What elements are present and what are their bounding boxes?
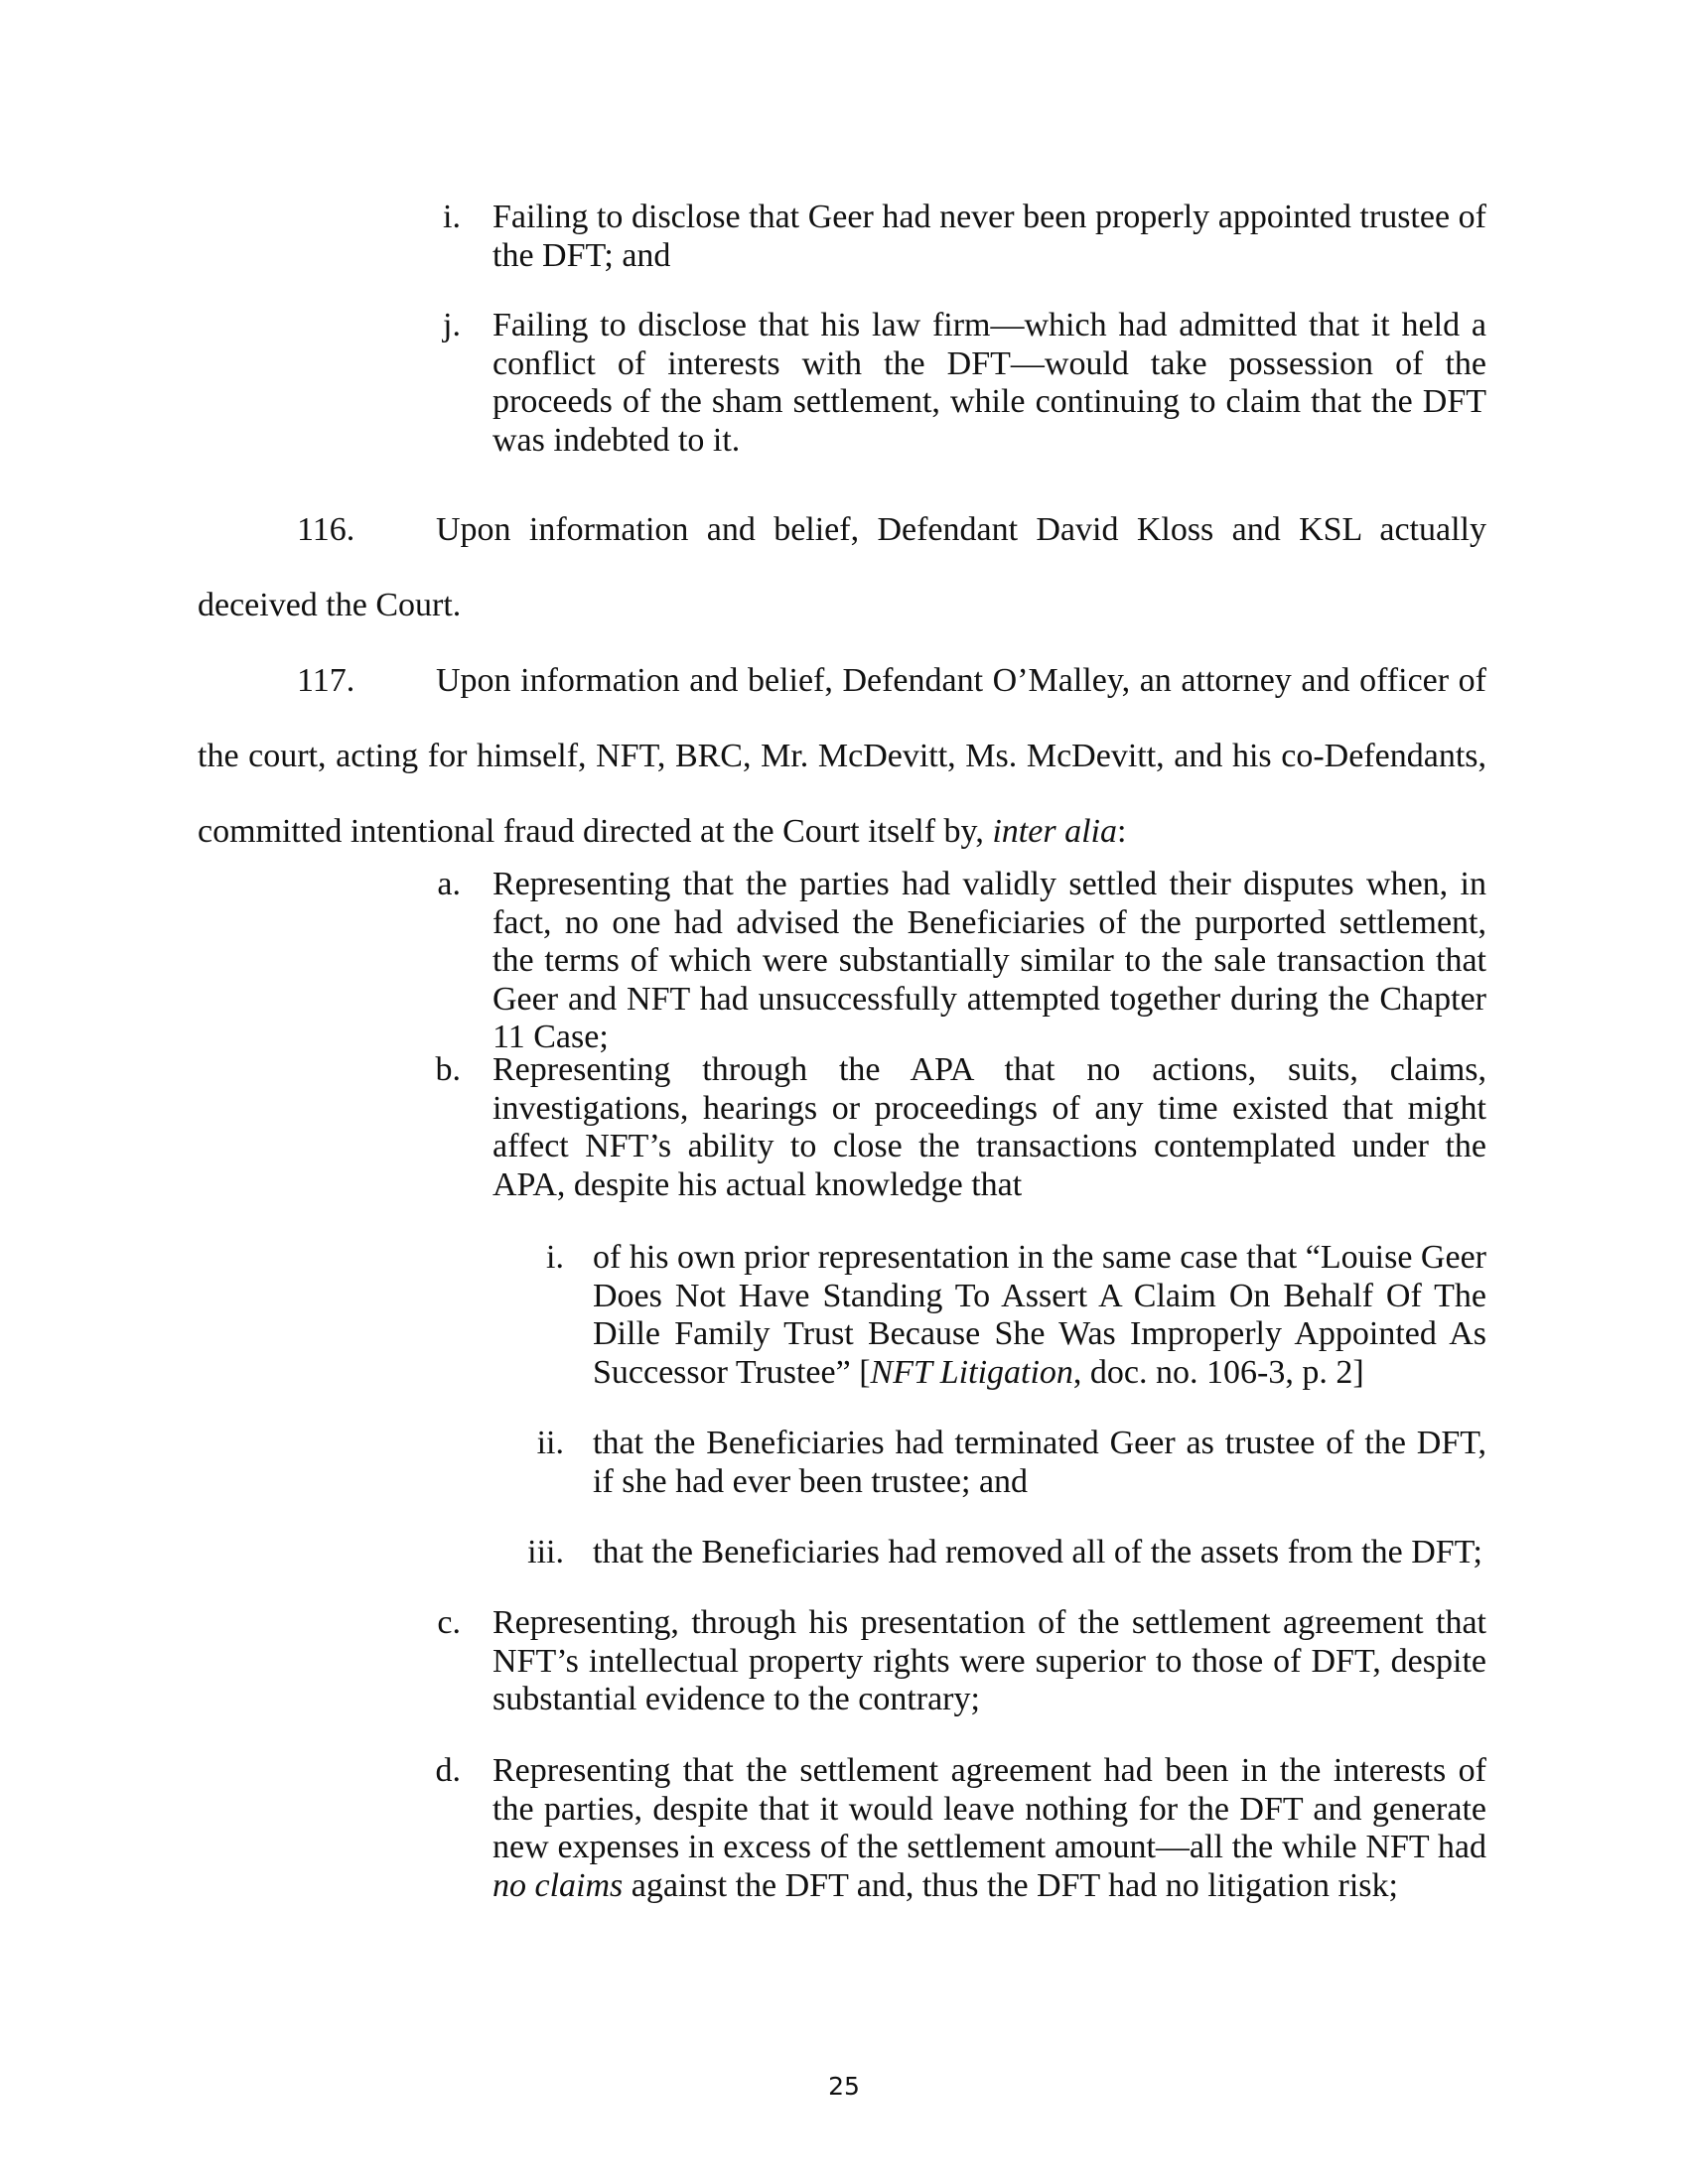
list-item-text: Representing, through his presentation of the settlement agreement that NFT’s intellectual property rights were superior to those of DFT, despite substantial evidence to the contrary;: [492, 1604, 1486, 1717]
list-marker: ii.: [536, 1425, 564, 1461]
case-name-italic: NFT Litigation: [870, 1353, 1073, 1391]
numbered-paragraph: [198, 643, 1486, 870]
list-item-text: Representing through the APA that no actions, suits, claims, investigations, hearings or proceedings of any time existed that might affect NFT’s ability to close the transactions contemplated under the APA, despite his actual knowledge that: [492, 1051, 1486, 1203]
list-item: [492, 307, 1486, 460]
list-item: [593, 1239, 1486, 1392]
list-item-text: Representing that the settlement agreement had been in the interests of the parties, despite that it would leave nothing for the DFT and generate new expenses in excess of the settlement amount—all the while NFT had no claims against the DFT and, thus the DFT had no litigation risk;: [492, 1752, 1486, 1904]
list-marker: b.: [435, 1051, 461, 1088]
list-item: [593, 1425, 1486, 1501]
list-marker: i.: [546, 1239, 564, 1276]
list-marker: d.: [435, 1752, 461, 1789]
paragraph-text-end: :: [1116, 813, 1127, 850]
emphasis-italic: no claims: [492, 1866, 624, 1904]
paragraph-number: 117.: [297, 662, 355, 699]
page-number: 25: [828, 2072, 860, 2101]
paragraph-number: 116.: [297, 511, 355, 548]
list-marker: a.: [437, 866, 461, 902]
list-item: [492, 1752, 1486, 1905]
paragraph-italic-text: inter alia: [992, 813, 1117, 850]
paragraph-text: Upon information and belief, Defendant David Kloss and KSL actually deceived the Court.: [198, 511, 1486, 623]
list-item: [492, 1604, 1486, 1719]
list-marker: c.: [437, 1604, 461, 1641]
paragraph-text: Upon information and belief, Defendant O’Malley, an attorney and officer of the court, acting for himself, NFT, BRC, Mr. McDevitt, Ms. McDevitt, and his co-Defendants, committed intentional fraud directed at the Court itself by,: [198, 662, 1486, 850]
list-marker: i.: [443, 199, 461, 235]
list-item-text: Failing to disclose that his law firm—which had admitted that it held a conflict of interests with the DFT—would take possession of the proceeds of the sham settlement, while continuing to claim that the DFT was indebted to it.: [492, 307, 1486, 459]
list-item-text: Representing that the parties had validly settled their disputes when, in fact, no one had advised the Beneficiaries of the purported settlement, the terms of which were substantially similar to the sale transaction that Geer and NFT had unsuccessfully attempted together during the Chapter 11 Case;: [492, 866, 1486, 1055]
list-marker: j.: [443, 307, 461, 343]
list-item: [492, 866, 1486, 1057]
list-item: [492, 199, 1486, 275]
list-item-text: that the Beneficiaries had terminated Geer as trustee of the DFT, if she had ever been trustee; and: [593, 1425, 1486, 1500]
list-item: [492, 1051, 1486, 1204]
numbered-paragraph: [198, 492, 1486, 643]
list-item-text: that the Beneficiaries had removed all of the assets from the DFT;: [593, 1534, 1483, 1570]
list-item-text: of his own prior representation in the same case that “Louise Geer Does Not Have Standing To Assert A Claim On Behalf Of The Dille Family Trust Because She Was Improperly Appointed As Successor Trustee” [NFT Litigation, doc. no. 106-3, p. 2]: [593, 1239, 1486, 1391]
list-item: [593, 1534, 1486, 1572]
list-item-text: Failing to disclose that Geer had never been properly appointed trustee of the DFT; and: [492, 199, 1486, 274]
list-marker: iii.: [527, 1534, 564, 1570]
